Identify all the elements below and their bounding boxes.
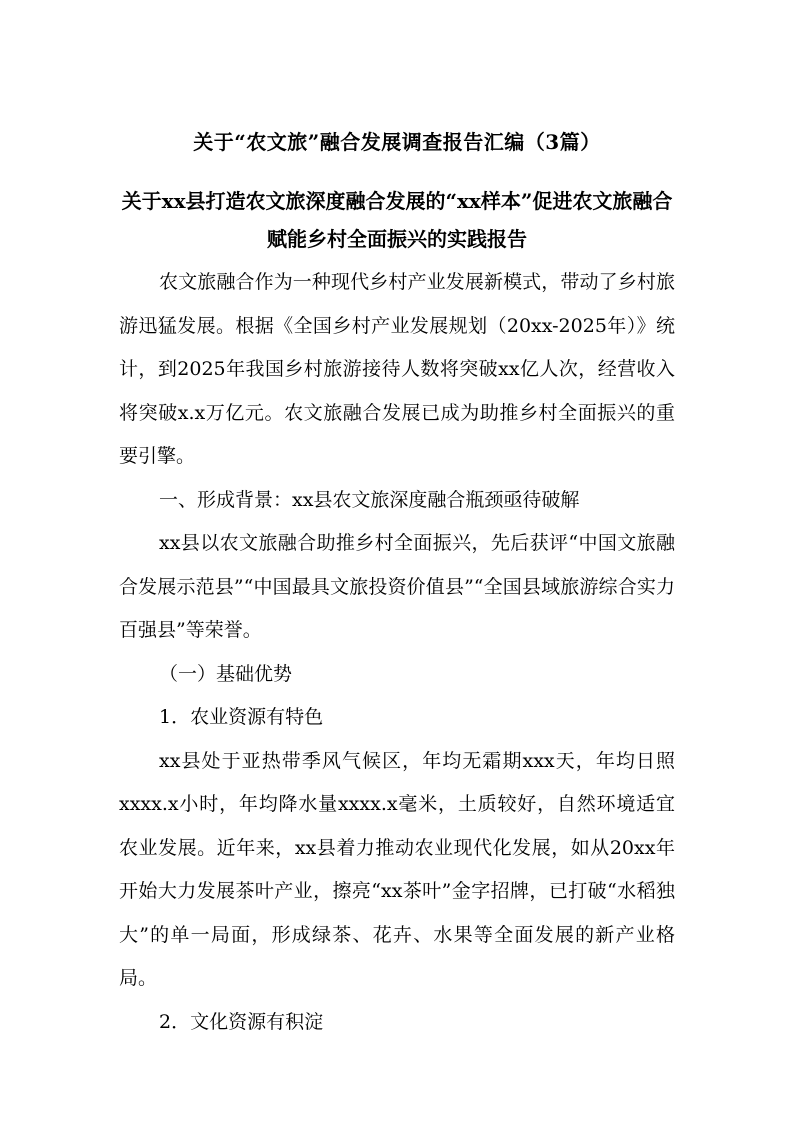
report-title: 关于xx县打造农文旅深度融合发展的“xx样本”促进农文旅融合赋能乡村全面振兴的实践报告 [121,189,673,251]
county-honors-paragraph: xx县以农文旅融合助推乡村全面振兴，先后获评“中国文旅融合发展示范县”“中国最具文旅投资价值县”“全国县域旅游综合实力百强县”等荣誉。 [119,532,675,641]
section-heading-background: 一、形成背景：xx县农文旅深度融合瓶颈亟待破解 [159,488,580,511]
item-heading-agriculture: 1．农业资源有特色 [159,706,324,728]
agriculture-paragraph: xx县处于亚热带季风气候区，年均无霜期xxx天，年均日照xxxx.x小时，年均降水量xxxx.x毫米，土质较好，自然环境适宜农业发展。近年来，xx县着力推动农业现代化发展，如从20xx年开始大力发展茶叶产业，擦亮“xx茶叶”金字招牌，已打破“水稻独大”的单一局面，形成绿茶、花卉、水果等全面发展的新产业格局。 [119,749,675,989]
document-body [119,126,675,1044]
intro-paragraph: 农文旅融合作为一种现代乡村产业发展新模式，带动了乡村旅游迅猛发展。根据《全国乡村产业发展规划（20xx-2025年）》统计，到2025年我国乡村旅游接待人数将突破xx亿人次，经营收入将突破x.x万亿元。农文旅融合发展已成为助推乡村全面振兴的重要引擎。 [119,271,675,467]
document-main-title: 关于“农文旅”融合发展调查报告汇编（3篇） [193,130,601,154]
subsection-heading-advantages: （一）基础优势 [159,662,293,685]
item-heading-culture: 2．文化资源有积淀 [159,1010,324,1033]
